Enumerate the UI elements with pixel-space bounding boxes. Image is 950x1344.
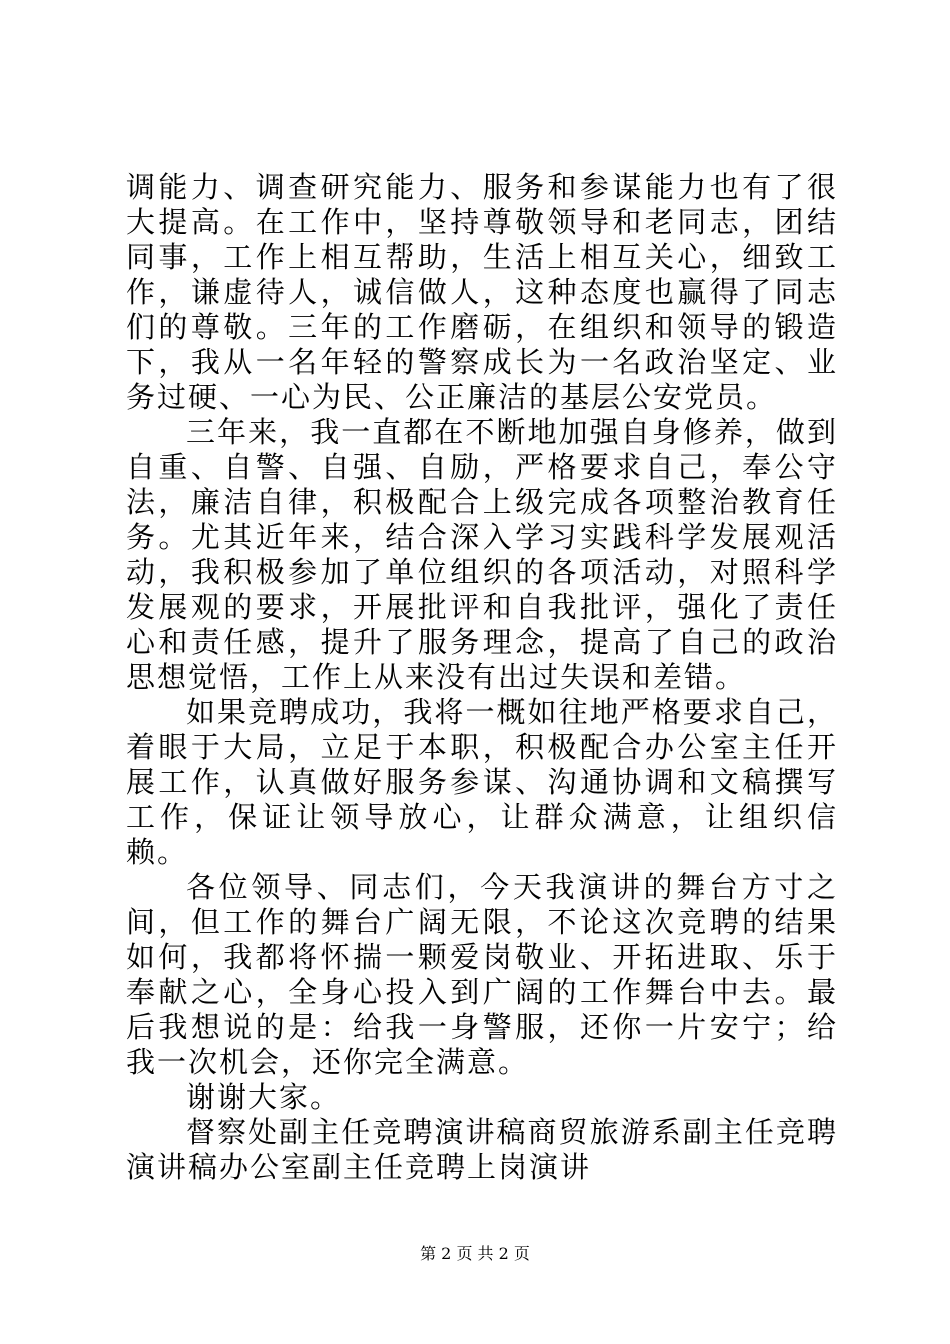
- paragraph-commitment: 如果竞聘成功，我将一概如往地严格要求自己，着眼于大局，立足于本职，积极配合办公室主任开展工作，认真做好服务参谋、沟通协调和文稿撰写工作，保证让领导放心，让群众满意，让组织信赖。: [126, 695, 838, 869]
- paragraph-self-cultivation: 三年来，我一直都在不断地加强自身修养，做到自重、自警、自强、自励，严格要求自己，奉公守法，廉洁自律，积极配合上级完成各项整治教育任务。尤其近年来，结合深入学习实践科学发展观活动，我积极参加了单位组织的各项活动，对照科学发展观的要求，开展批评和自我批评，强化了责任心和责任感，提升了服务理念，提高了自己的政治思想觉悟，工作上从来没有出过失误和差错。: [126, 415, 838, 694]
- page-number-footer: 第 2 页 共 2 页: [420, 1244, 530, 1263]
- paragraph-related-titles: 督察处副主任竞聘演讲稿商贸旅游系副主任竞聘演讲稿办公室副主任竞聘上岗演讲: [126, 1115, 838, 1184]
- document-body: [126, 170, 838, 1185]
- paragraph-closing: 各位领导、同志们，今天我演讲的舞台方寸之间，但工作的舞台广阔无限，不论这次竞聘的结果如何，我都将怀揣一颗爱岗敬业、开拓进取、乐于奉献之心，全身心投入到广阔的工作舞台中去。最后我想说的是：给我一身警服，还你一片安宁；给我一次机会，还你完全满意。: [126, 870, 838, 1079]
- paragraph-thanks: 谢谢大家。: [186, 1080, 342, 1114]
- paragraph-continued: 调能力、调查研究能力、服务和参谋能力也有了很大提高。在工作中，坚持尊敬领导和老同志，团结同事，工作上相互帮助，生活上相互关心，细致工作，谦虚待人，诚信做人，这种态度也赢得了同志们的尊敬。三年的工作磨砺，在组织和领导的锻造下，我从一名年轻的警察成长为一名政治坚定、业务过硬、一心为民、公正廉洁的基层公安党员。: [126, 170, 838, 414]
